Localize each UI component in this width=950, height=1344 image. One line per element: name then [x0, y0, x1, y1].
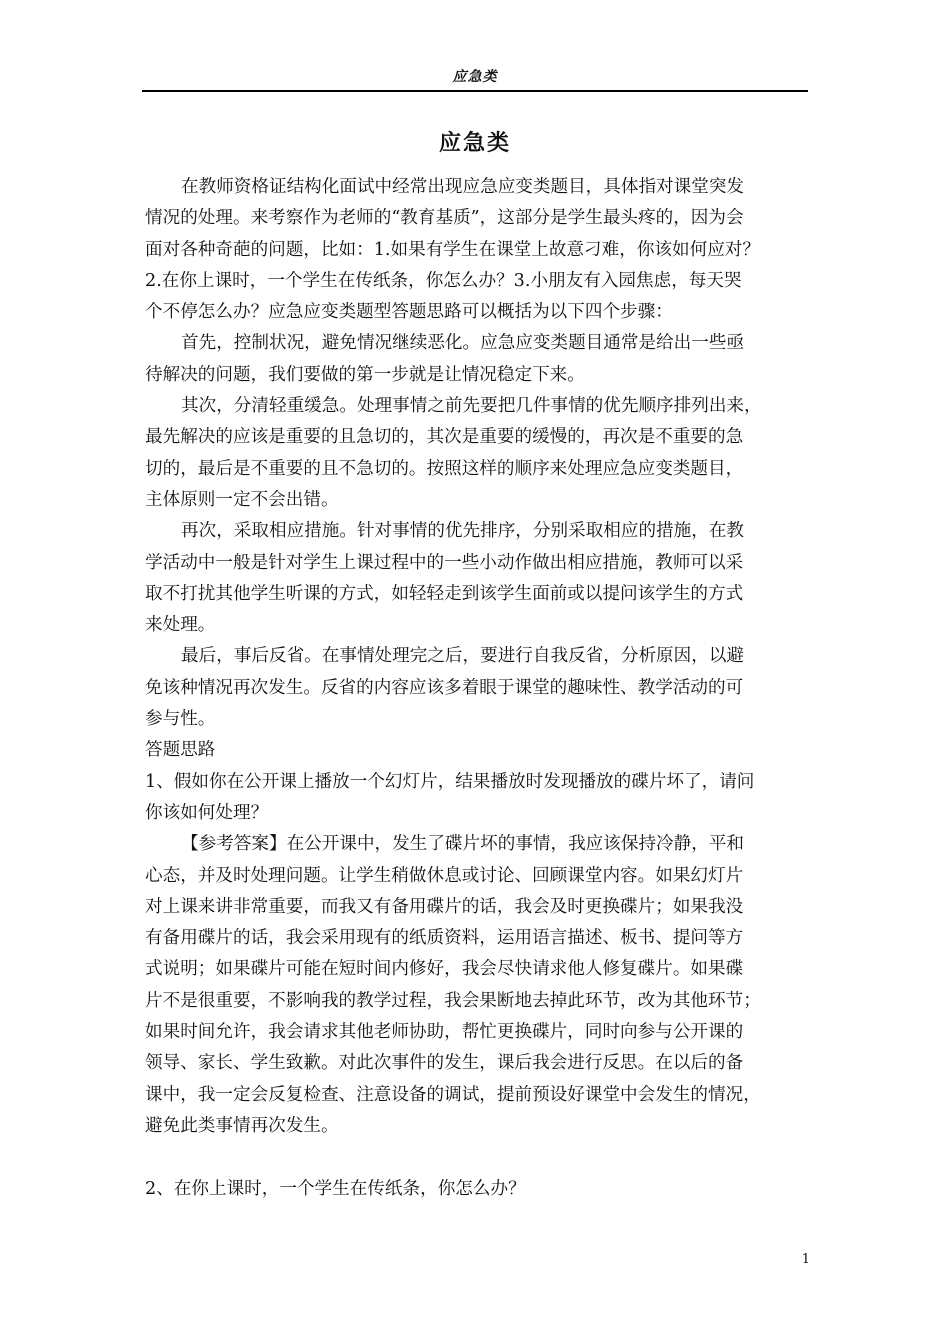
- document-body: [145, 172, 810, 1205]
- text-line: 你该如何处理？: [145, 802, 269, 823]
- text-line: 取不打扰其他学生听课的方式，如轻轻走到该学生面前或以提问该学生的方式: [145, 583, 744, 604]
- text-line: 学活动中一般是针对学生上课过程中的一些小动作做出相应措施，教师可以采: [145, 552, 744, 573]
- text-line: 参与性。: [145, 709, 216, 730]
- running-header: 应急类: [452, 69, 498, 85]
- text-line: 免该种情况再次发生。反省的内容应该多着眼于课堂的趣味性、教学活动的可: [145, 677, 744, 698]
- text-line: 主体原则一定不会出错。: [145, 489, 339, 510]
- text-line: 片不是很重要，不影响我的教学过程，我会果断地去掉此环节，改为其他环节；: [145, 990, 761, 1011]
- text-line: 答题思路: [145, 740, 216, 761]
- text-line: 【参考答案】在公开课中，发生了碟片坏的事情，我应该保持冷静，平和: [181, 834, 745, 855]
- document-title: 应急类: [438, 131, 511, 156]
- text-line: 待解决的问题，我们要做的第一步就是让情况稳定下来。: [145, 364, 585, 385]
- text-line: 式说明；如果碟片可能在短时间内修好，我会尽快请求他人修复碟片。如果碟: [145, 959, 744, 980]
- text-line: 对上课来讲非常重要，而我又有备用碟片的话，我会及时更换碟片；如果我没: [145, 896, 744, 917]
- text-line: 课中，我一定会反复检查、注意设备的调试，提前预设好课堂中会发生的情况，: [145, 1084, 761, 1105]
- page-number: 1: [801, 1252, 810, 1267]
- header-rule: [142, 90, 808, 92]
- text-line: 来处理。: [145, 615, 216, 636]
- text-line: 心态，并及时处理问题。让学生稍做休息或讨论、回顾课堂内容。如果幻灯片: [145, 865, 744, 886]
- text-line: 如果时间允许，我会请求其他老师协助，帮忙更换碟片，同时向参与公开课的: [145, 1022, 744, 1043]
- blank-line: [145, 1142, 810, 1173]
- text-line: 2.在你上课时，一个学生在传纸条，你怎么办？3.小朋友有入园焦虑，每天哭: [145, 270, 742, 291]
- text-line: 1、假如你在公开课上播放一个幻灯片，结果播放时发现播放的碟片坏了，请问: [145, 771, 755, 792]
- text-line: 再次，采取相应措施。针对事情的优先排序，分别采取相应的措施，在教: [181, 521, 745, 542]
- text-line: 首先，控制状况，避免情况继续恶化。应急应变类题目通常是给出一些亟: [181, 333, 745, 354]
- text-line: 情况的处理。来考察作为老师的“教育基质”，这部分是学生最头疼的，因为会: [145, 208, 744, 229]
- text-line: 有备用碟片的话，我会采用现有的纸质资料，运用语言描述、板书、提问等方: [145, 928, 744, 949]
- text-line: 领导、家长、学生致歉。对此次事件的发生，课后我会进行反思。在以后的备: [145, 1053, 744, 1074]
- text-line: 面对各种奇葩的问题，比如：1.如果有学生在课堂上故意刁难，你该如何应对？: [145, 239, 760, 260]
- text-line: 其次，分清轻重缓急。处理事情之前先要把几件事情的优先顺序排列出来，: [181, 396, 762, 417]
- text-line: 2、在你上课时，一个学生在传纸条，你怎么办？: [145, 1178, 526, 1199]
- text-line: 个不停怎么办？应急应变类题型答题思路可以概括为以下四个步骤：: [145, 302, 673, 323]
- text-line: 避免此类事情再次发生。: [145, 1115, 339, 1136]
- text-line: 最后，事后反省。在事情处理完之后，要进行自我反省，分析原因，以避: [181, 646, 745, 667]
- text-line: 切的，最后是不重要的且不急切的。按照这样的顺序来处理应急应变类题目，: [145, 458, 744, 479]
- text-line: 最先解决的应该是重要的且急切的，其次是重要的缓慢的，再次是不重要的急: [145, 427, 744, 448]
- text-line: 在教师资格证结构化面试中经常出现应急应变类题目，具体指对课堂突发: [181, 177, 745, 197]
